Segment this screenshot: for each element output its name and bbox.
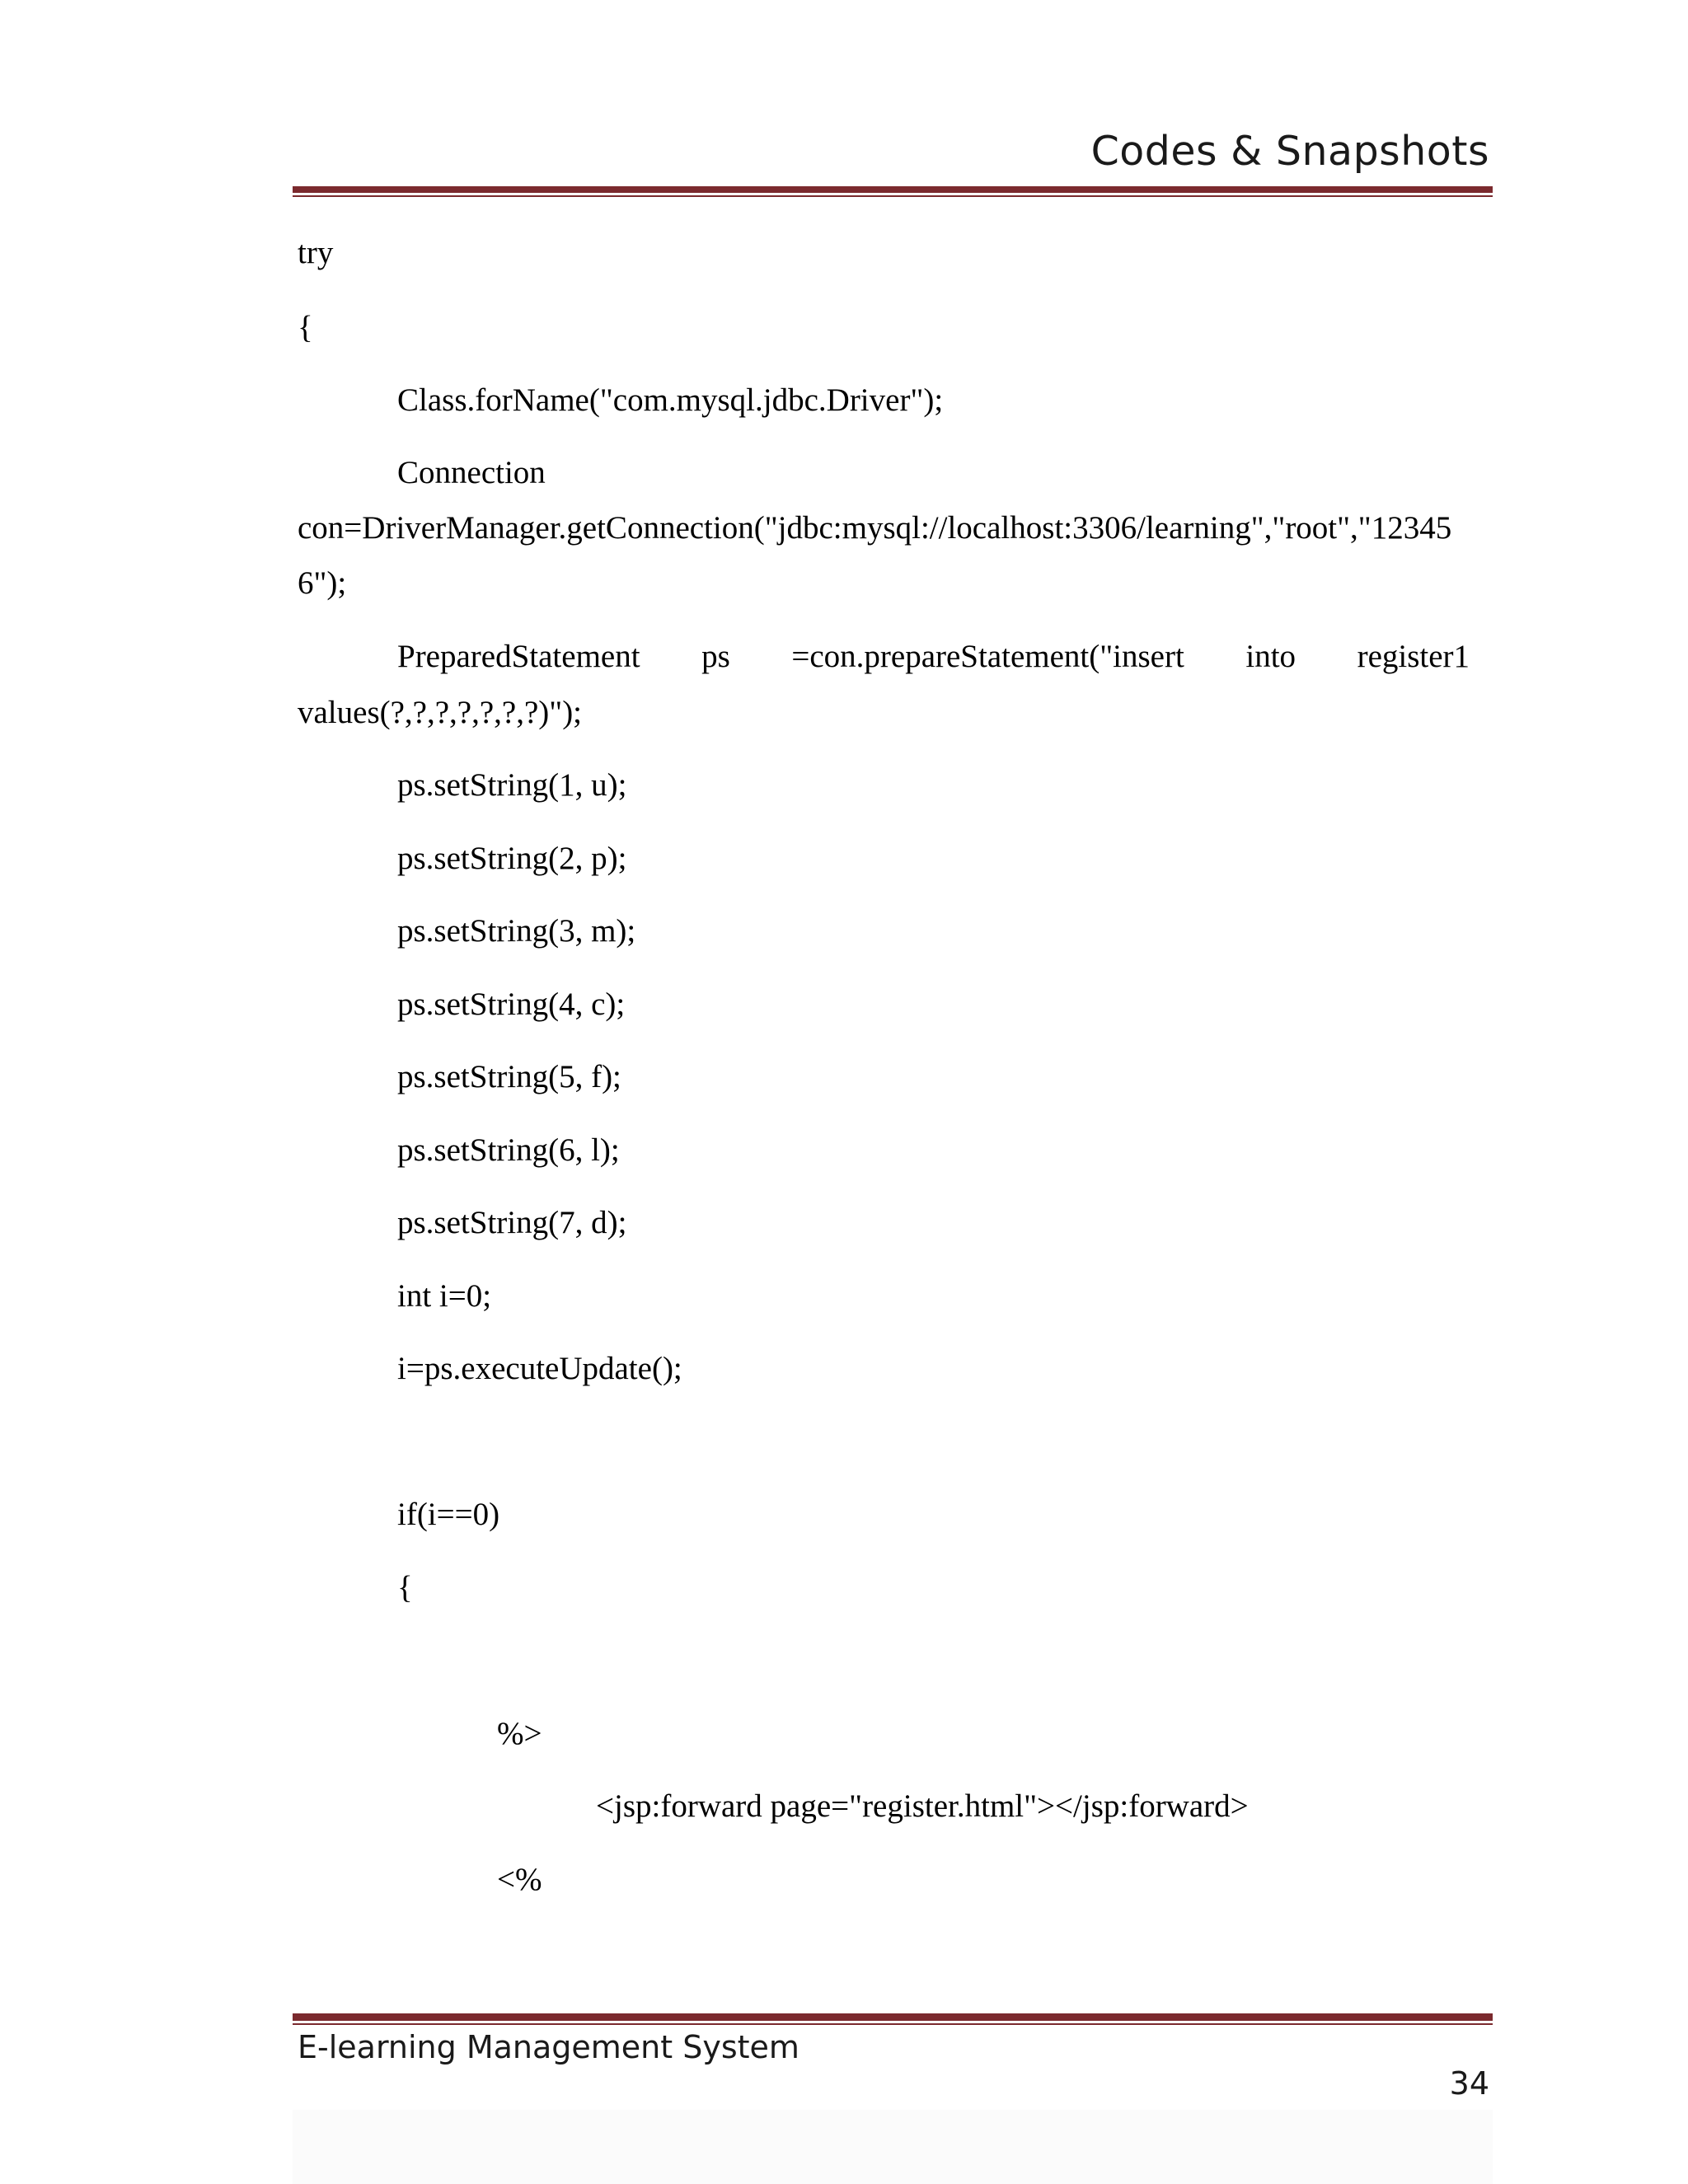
token: ps [701, 639, 730, 674]
footer-rule [293, 2013, 1493, 2025]
code-line-set-string-1: ps.setString(1, u); [397, 767, 627, 803]
code-line-connection: Connection [397, 455, 546, 490]
page-number: 34 [1449, 2065, 1489, 2102]
token: =con.prepareStatement("insert [791, 639, 1184, 674]
footer-shade [293, 2110, 1493, 2184]
code-line-set-string-2: ps.setString(2, p); [397, 841, 627, 876]
code-line-class-forname: Class.forName("com.mysql.jdbc.Driver"); [397, 382, 944, 418]
token: register1 [1357, 639, 1470, 674]
code-line-set-string-6: ps.setString(6, l); [397, 1132, 620, 1168]
token: into [1245, 639, 1296, 674]
code-line-if: if(i==0) [397, 1497, 500, 1532]
code-line-prepared-values: values(?,?,?,?,?,?,?)"); [298, 695, 583, 730]
footer-title: E-learning Management System [298, 2029, 799, 2065]
code-line-set-string-5: ps.setString(5, f); [397, 1059, 621, 1094]
code-line-execute: i=ps.executeUpdate(); [397, 1351, 682, 1386]
code-line-int-decl: int i=0; [397, 1278, 492, 1314]
header-title: Codes & Snapshots [1090, 128, 1489, 175]
header-rule [293, 186, 1493, 197]
code-line-try: try [298, 235, 334, 270]
token: PreparedStatement [397, 639, 640, 674]
code-line-set-string-4: ps.setString(4, c); [397, 987, 626, 1022]
code-line-jsp-open: <% [497, 1862, 542, 1897]
code-line-open-brace: { [298, 310, 313, 345]
code-line-prepared-statement [397, 629, 1470, 685]
code-line-connection-end: 6"); [298, 565, 347, 601]
code-line-jsp-forward: <jsp:forward page="register.html"></jsp:forward> [596, 1788, 1249, 1824]
code-line-inner-open-brace: { [397, 1570, 413, 1605]
code-line-set-string-3: ps.setString(3, m); [397, 913, 636, 949]
code-line-jsp-close: %> [497, 1716, 542, 1751]
code-line-set-string-7: ps.setString(7, d); [397, 1205, 627, 1240]
code-line-connection-url: con=DriverManager.getConnection("jdbc:mysql://localhost:3306/learning","root","12345 [298, 510, 1452, 546]
